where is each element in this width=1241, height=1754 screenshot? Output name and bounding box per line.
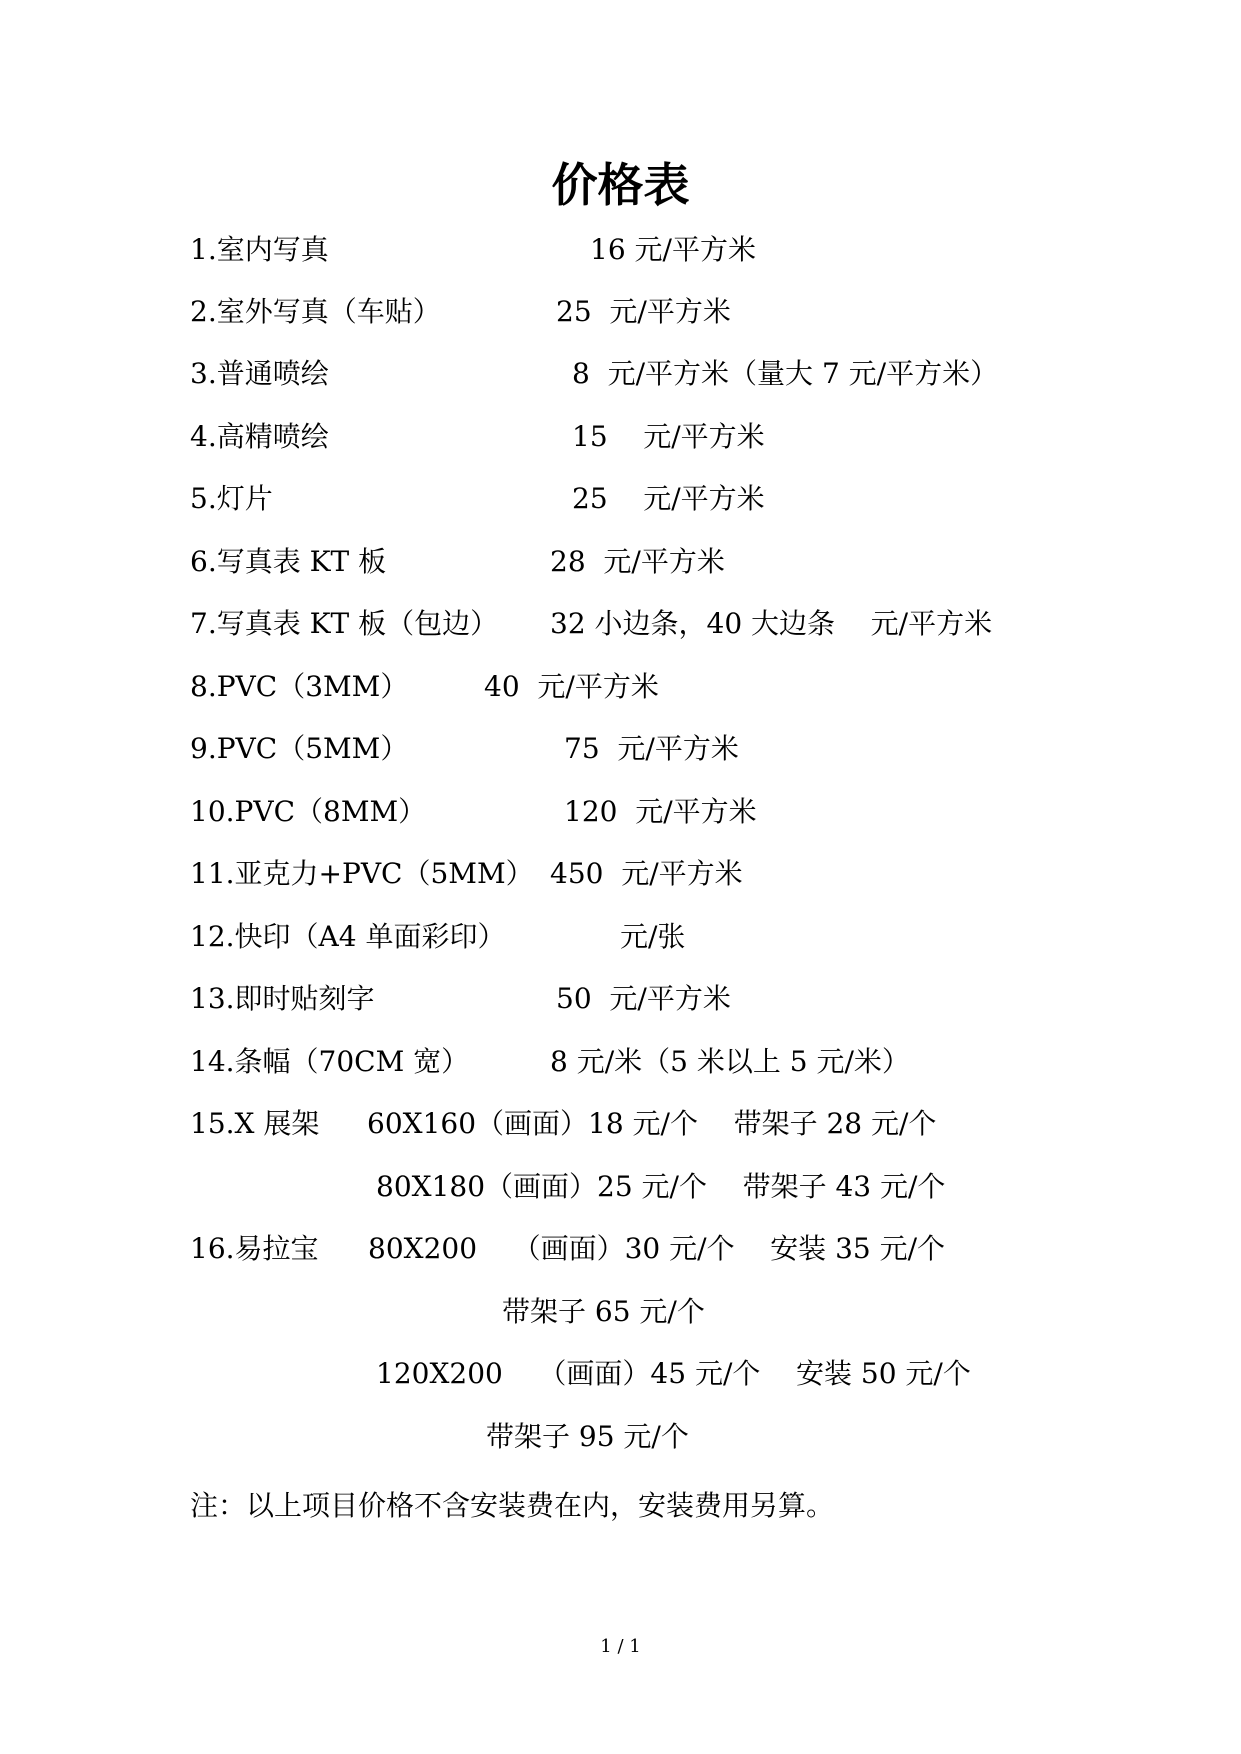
item-label: 14.条幅（70CM 宽） [190,1045,470,1078]
item-price: 带架子 95 元/个 [486,1420,689,1453]
item-price: 25 元/平方米 [556,295,731,328]
item-price: 16 元/平方米 [590,233,756,266]
item-label: 9.PVC（5MM） [190,732,409,765]
item-price: 40 元/平方米 [484,670,659,703]
item-label: 4.高精喷绘 [190,420,329,453]
item-label: 5.灯片 [190,482,273,515]
item-price: 带架子 65 元/个 [502,1295,705,1328]
item-label: 13.即时贴刻字 [190,982,375,1015]
item-label: 11.亚克力+PVC（5MM） [190,857,534,890]
item-price: 75 元/平方米 [564,732,739,765]
note: 注：以上项目价格不含安装费在内，安装费用另算。 [190,1489,835,1522]
item-price: 15 元/平方米 [572,420,765,453]
item-label: 3.普通喷绘 [190,357,329,390]
item-label: 7.写真表 KT 板（包边） [190,607,499,640]
item-label: 16.易拉宝 [190,1232,319,1265]
item-price: 80X200 （画面）30 元/个 安装 35 元/个 [368,1232,946,1265]
item-price: 120X200 （画面）45 元/个 安装 50 元/个 [376,1357,971,1390]
item-price: 32 小边条，40 大边条 元/平方米 [550,607,993,640]
page-title: 价格表 [551,158,690,212]
item-price: 60X160（画面）18 元/个 带架子 28 元/个 [367,1107,937,1140]
item-price: 8 元/平方米（量大 7 元/平方米） [572,357,999,390]
item-price: 28 元/平方米 [550,545,725,578]
item-label: 10.PVC（8MM） [190,795,427,828]
item-label: 8.PVC（3MM） [190,670,409,703]
item-price: 120 元/平方米 [564,795,757,828]
item-price: 元/张 [620,920,686,953]
page-number: 1 / 1 [600,1636,641,1657]
item-label: 6.写真表 KT 板 [190,545,387,578]
item-label: 2.室外写真（车贴） [190,295,441,328]
item-label: 1.室内写真 [190,233,329,266]
item-price: 25 元/平方米 [572,482,765,515]
item-price: 450 元/平方米 [550,857,743,890]
item-price: 50 元/平方米 [556,982,731,1015]
item-label: 15.X 展架 [190,1107,320,1140]
item-price: 8 元/米（5 米以上 5 元/米） [550,1045,910,1078]
item-price: 80X180（画面）25 元/个 带架子 43 元/个 [376,1170,946,1203]
item-label: 12.快印（A4 单面彩印） [190,920,506,953]
